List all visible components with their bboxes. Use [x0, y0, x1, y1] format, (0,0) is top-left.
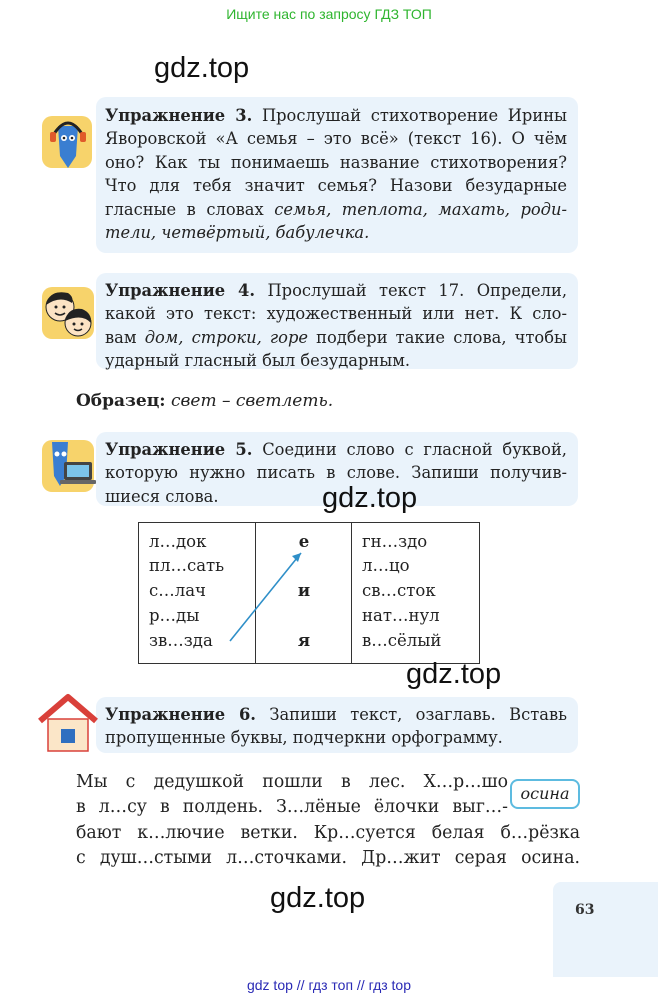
text-line: подбери такие слова, чтобы: [316, 327, 567, 347]
pencil-headphones-icon: [40, 108, 96, 170]
text-line-italic: семья, теплота, махать, роди-: [274, 199, 567, 219]
text-line-italic: тели, четвёртый, бабулечка.: [105, 223, 370, 243]
exercise-label: Упражнение 6.: [105, 705, 256, 724]
text-line: пропущенные буквы, подчеркни орфограмму.: [105, 728, 503, 748]
matching-table: [138, 522, 480, 664]
poem-line: Мы с дедушкой пошли в лес. Х…р…шо: [76, 772, 508, 792]
word-cell: л…док: [149, 532, 207, 551]
word-cell: л…цо: [362, 556, 410, 575]
text-line: вам: [105, 327, 137, 347]
sample-label: Образец:: [76, 391, 166, 411]
vowel-cell: и: [297, 581, 311, 600]
footer-banner[interactable]: gdz top // гдз топ // гдз top: [246, 977, 412, 993]
poem-text: [76, 770, 580, 872]
vowel-cell: я: [297, 631, 311, 650]
vocabulary-word-box: [510, 779, 580, 809]
poem-line: с душ…стыми л…сточками. Др…жит серая осина.: [76, 848, 580, 869]
connection-arrow: [139, 523, 481, 665]
page-number: 63: [575, 902, 595, 918]
text-line: шиеся слова.: [105, 486, 219, 506]
word-cell: в…сёлый: [362, 631, 442, 650]
exercise-6-text: [105, 703, 567, 750]
watermark: gdz.top: [322, 482, 418, 514]
exercise-label: Упражнение 3.: [105, 106, 253, 125]
word-cell: зв…зда: [149, 631, 213, 650]
text-line: Запиши текст, озаглавь. Вставь: [269, 705, 567, 724]
vowel-cell: е: [298, 532, 310, 551]
exercise-4-text: [105, 279, 567, 373]
text-line: Прослушай стихотворение Ирины: [261, 106, 568, 125]
text-line: которую нужно писать в слове. Запиши получив-: [105, 463, 567, 483]
page-number-tab: [553, 882, 658, 977]
sample-text: свет – светлеть.: [170, 391, 334, 411]
word-cell: р…ды: [149, 606, 200, 625]
watermark: gdz.top: [154, 52, 250, 84]
word-cell: с…лач: [149, 581, 206, 600]
text-line: какой это текст: художественный или нет. К сло-: [105, 304, 567, 324]
boy-girl-icon: [38, 283, 98, 343]
word-cell: гн…здо: [362, 532, 428, 551]
word-cell: св…сток: [362, 581, 436, 600]
poem-line: бают к…лючие ветки. Кр…суется белая б…рёзка: [76, 822, 580, 843]
watermark: gdz.top: [270, 882, 366, 914]
house-icon: [36, 693, 100, 755]
text-line: Прослушай текст 17. Определи,: [267, 281, 567, 300]
text-line: Соедини слово с гласной буквой,: [262, 440, 567, 459]
vocabulary-word: осина: [520, 784, 570, 803]
top-banner[interactable]: Ищите нас по запросу ГДЗ ТОП: [226, 6, 432, 22]
word-cell: нат…нул: [362, 606, 440, 625]
text-line: оно? Как ты понимаешь название стихотворения?: [105, 152, 567, 172]
pencil-laptop-icon: [38, 432, 100, 494]
word-cell: пл…сать: [149, 556, 225, 575]
text-line: гласные в словах: [105, 199, 264, 219]
exercise-label: Упражнение 5.: [105, 440, 253, 459]
text-line: ударный гласный был безударным.: [105, 351, 411, 371]
text-line-italic: дом, строки, горе: [144, 327, 309, 347]
watermark: gdz.top: [406, 658, 502, 690]
sample: [76, 390, 333, 413]
text-line: Яворовской «А семья – это всё» (текст 16). О чём: [105, 129, 567, 149]
text-line: Что для тебя значит семья? Назови безударные: [105, 176, 567, 196]
exercise-3-text: [105, 104, 567, 244]
exercise-label: Упражнение 4.: [105, 281, 256, 300]
poem-line: в л…су в полдень. З…лёные ёлочки выг…-: [76, 797, 508, 818]
